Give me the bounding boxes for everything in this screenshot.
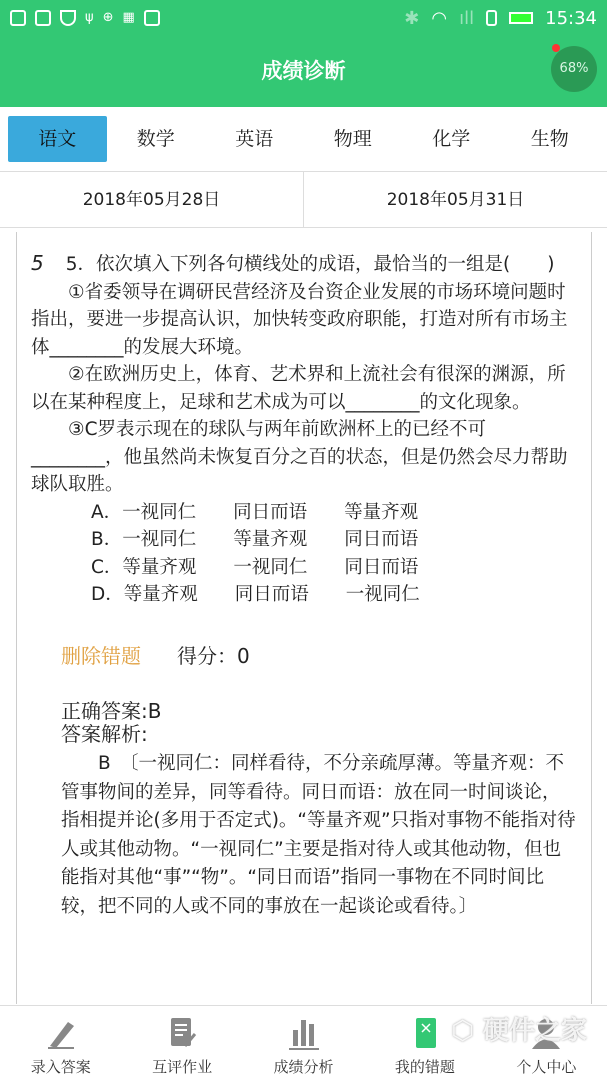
signal-icon: ıll [459,7,475,29]
score: 得分：0 [177,643,250,668]
subject-tabs [0,107,607,172]
delete-wrong-question-button[interactable]: 删除错题 [61,643,141,668]
battery-icon [509,12,533,24]
tab-chemistry[interactable]: 化学 [432,128,471,150]
nav-profile[interactable]: 个人中心 [486,1006,607,1080]
nav-my-wrong-questions[interactable]: 我的错题 [364,1006,485,1080]
pencil-icon [44,1016,78,1050]
question-item: ①省委领导在调研民营经济及台资企业发展的市场环境问题时指出，要进一步提高认识，加快转变政府职能，打造对所有市场主体________的发展大环境。 [31,281,568,358]
shield-icon [60,10,76,26]
question-card [16,232,592,1004]
nav-score-analysis[interactable]: 成绩分析 [243,1006,364,1080]
date-range [0,172,607,228]
option-c: C．等量齐观 一视同仁 同日而语 [91,556,419,578]
status-bar [0,0,607,36]
app-grid-icon: ▦ [122,10,135,25]
wifi-icon: ◠ [431,7,448,29]
clock: 15:34 [545,7,597,29]
end-date-picker[interactable]: 2018年05月31日 [303,172,607,227]
usb-icon: ψ [85,10,94,25]
explanation-label: 答案解析: [61,722,148,746]
nav-enter-answers[interactable]: 录入答案 [0,1006,121,1080]
explanation-text: B 〔一视同仁：同样看待，不分亲疏厚薄。等量齐观：不管事物间的差异，同等看待。同日而语：放在同一时间谈论，指相提并论(多用于否定式)。“等量齐观”只指对事物不能指对待人或其他动物。“一视同仁”主要是指对待人或其他动物，但也能指对其他“事”“物”。“同日而语”指同一事物在不同时间比较，把不同的人或不同的事放在一起谈论或看待。〕 [61,753,576,917]
sim-icon [486,10,497,26]
tab-english[interactable]: 英语 [235,128,274,150]
option-a: A．一视同仁 同日而语 等量齐观 [91,501,419,523]
nav-peer-review[interactable]: 互评作业 [121,1006,242,1080]
start-date-picker[interactable]: 2018年05月28日 [82,190,221,210]
tab-math[interactable]: 数学 [136,128,175,150]
bar-chart-icon [287,1016,321,1050]
app-header [0,36,607,107]
question-item: ③C罗表示现在的球队与两年前欧洲杯上的已经不可________，他虽然尚未恢复百分之百的状态，但是仍然会尽力帮助球队取胜。 [31,419,568,495]
notification-icon [10,10,26,26]
image-icon [35,10,51,26]
tab-physics[interactable]: 物理 [333,128,372,150]
tab-chinese[interactable]: 语文 [8,116,107,162]
question-stem: 5 5．依次填入下列各句横线处的成语，最恰当的一组是( ) [31,251,555,275]
option-d: D．等量齐观 同日而语 一视同仁 [91,584,420,605]
tab-biology[interactable]: 生物 [530,128,569,150]
bluetooth-icon: ✱ [404,7,420,29]
memory-gauge[interactable]: 68% [551,46,597,92]
document-edit-icon [165,1016,199,1050]
question-item: ②在欧洲历史上，体育、艺术界和上流社会有很深的渊源，所以在某种程度上，足球和艺术成为可以________的文化现象。 [31,364,566,413]
s-app-icon [144,10,160,26]
question-number: 5 [31,251,44,275]
page-title: 成绩诊断 [261,59,346,83]
watermark-logo: ⬡ 硬件之家 [451,1016,587,1046]
correct-answer: 正确答案:B [61,699,162,723]
wrong-questions-icon [408,1016,442,1050]
globe-icon: ⊕ [102,10,114,25]
option-b: B．一视同仁 等量齐观 同日而语 [91,529,419,550]
